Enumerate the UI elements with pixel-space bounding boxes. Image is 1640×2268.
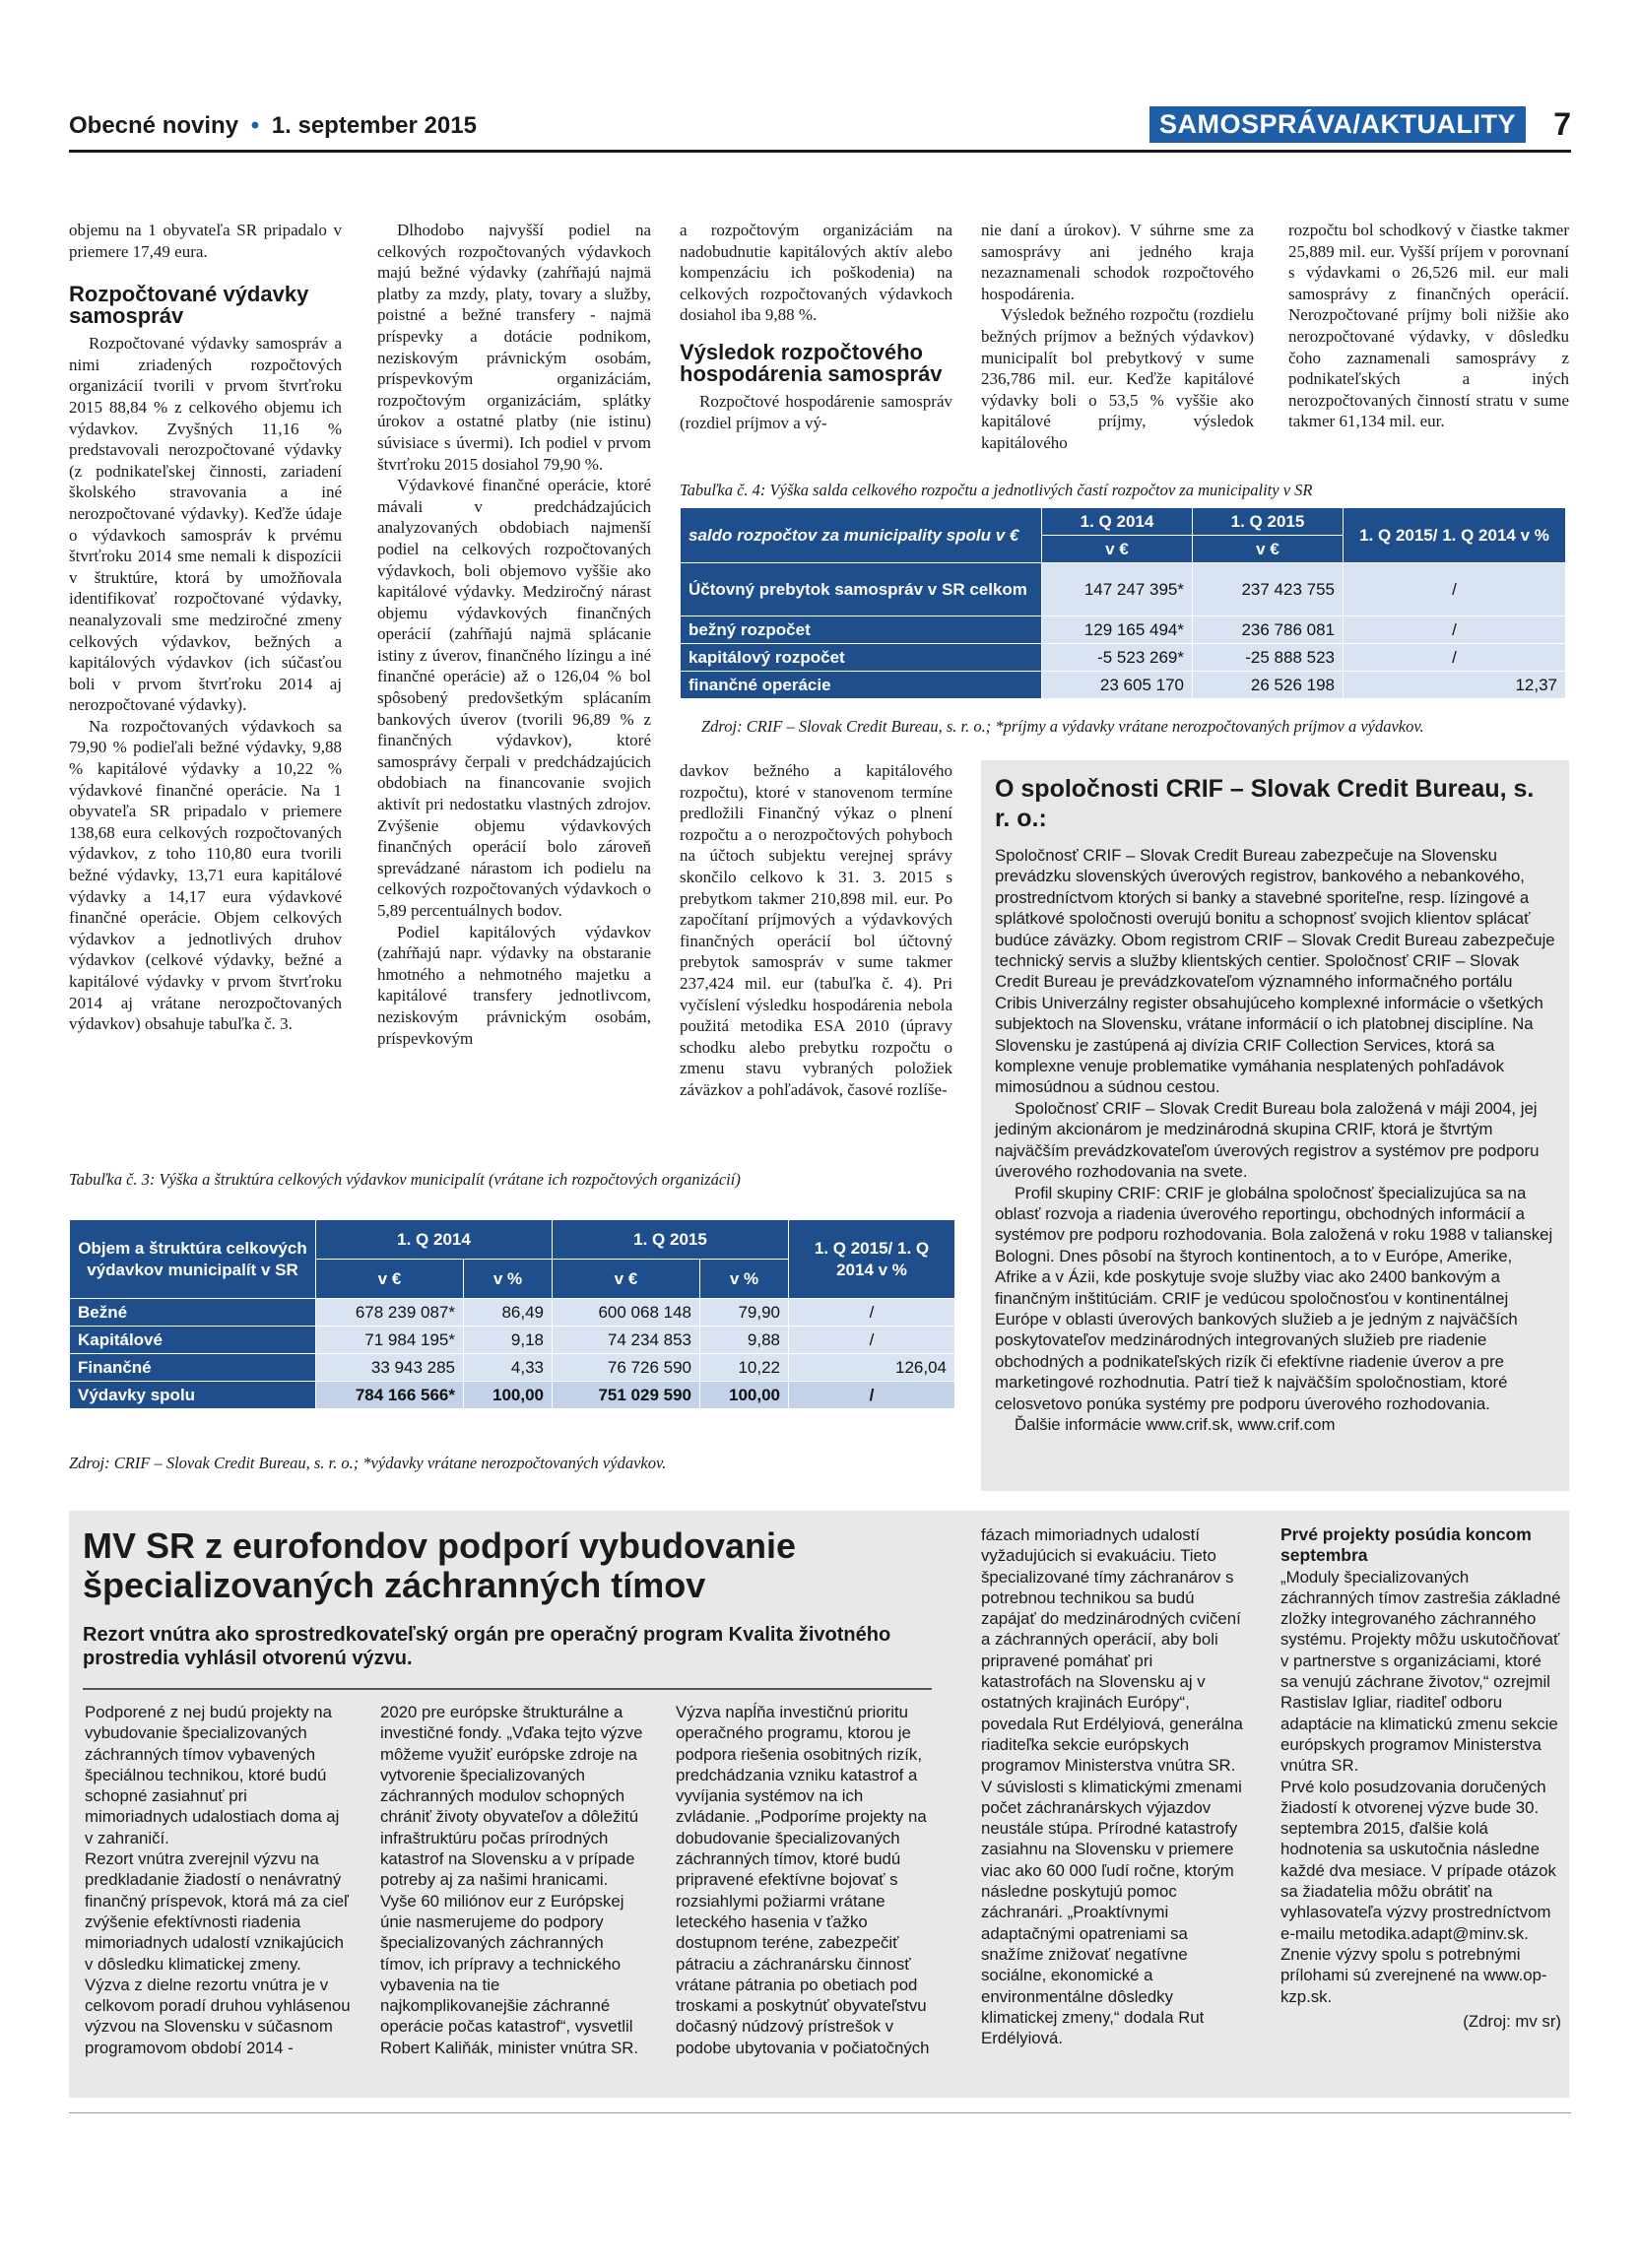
crif-links: Ďalšie informácie www.crif.sk, www.crif.com bbox=[1015, 1414, 1336, 1434]
paragraph: rozpočtu bol schodkový v čiastke takmer 25,889 mil. eur. Vyšší príjem v porovnaní s výdavkami o 26,526 mil. eur mali samosprávy z finančných operácií. Nerozpočtované príjmy boli nižšie ako nerozpočtované výdavky, v dôsledku čoho zaznamenali samosprávy z podnikateľských a iných nerozpočtovaných činností stratu v sume takmer 61,134 mil. eur. bbox=[1288, 221, 1569, 431]
table-row bbox=[70, 1299, 955, 1327]
table3-cell: 79,90 bbox=[700, 1299, 789, 1327]
table3-cell: 9,88 bbox=[700, 1327, 789, 1354]
table3-cell: 4,33 bbox=[464, 1354, 553, 1382]
column-3-middle bbox=[680, 760, 952, 1101]
table4-row-label: Účtovný prebytok samospráv v SR celkom bbox=[681, 563, 1042, 616]
column-1 bbox=[69, 220, 342, 1035]
paragraph: objemu na 1 obyvateľa SR pripadalo v priemere 17,49 eura. bbox=[69, 221, 342, 261]
table3-cell: 678 239 087* bbox=[316, 1299, 464, 1327]
table-row bbox=[681, 563, 1566, 616]
table3-header-unit: v % bbox=[464, 1260, 553, 1299]
table3-cell: 9,18 bbox=[464, 1327, 553, 1354]
table3-cell: 86,49 bbox=[464, 1299, 553, 1327]
paragraph: Na rozpočtovaných výdavkoch sa 79,90 % podieľali bežné výdavky, 9,88 % kapitálové výdavky a 10,22 % výdavkové finančné operácie. Na 1 obyvateľa SR pripadalo v priemere 138,68 eura celkových rozpočtovaných výdavkov, z toho 110,80 eura tvorili bežné výdavky, 13,71 eura kapitálové výdavky a 14,17 eura výdavkové finančné operácie. Objem celkových výdavkov a jednotlivých druhov výdavkov (celkové výdavky, bežné a kapitálové výdavky v prvom štvrťroku 2014 aj vrátane nerozpočtovaných výdavkov) obsahuje tabuľka č. 3. bbox=[69, 716, 342, 1034]
table4-source: Zdroj: CRIF – Slovak Credit Bureau, s. r. o.; *príjmy a výdavky vrátane nerozpočtovaných príjmov a výdavkov. bbox=[701, 717, 1424, 736]
table4-row-label: finančné operácie bbox=[681, 672, 1042, 699]
table3-cell: / bbox=[789, 1382, 955, 1409]
lead-rule bbox=[83, 1688, 932, 1690]
table4-caption: Tabuľka č. 4: Výška salda celkového rozpočtu a jednotlivých častí rozpočtov za municipality v SR bbox=[680, 481, 1313, 499]
table4-cell: -25 888 523 bbox=[1193, 644, 1344, 672]
table4-header-label: saldo rozpočtov za municipality spolu v € bbox=[681, 508, 1042, 563]
table3-row-label: Finančné bbox=[70, 1354, 316, 1382]
table4-cell: 237 423 755 bbox=[1193, 563, 1344, 616]
table3-header-unit: v € bbox=[316, 1260, 464, 1299]
table4-cell: -5 523 269* bbox=[1042, 644, 1193, 672]
footer-rule bbox=[69, 2112, 1571, 2113]
mv-column-1 bbox=[85, 1702, 351, 2058]
table4-header-unit: v € bbox=[1042, 536, 1193, 563]
table3-header-ratio: 1. Q 2015/ 1. Q 2014 v % bbox=[789, 1220, 955, 1299]
table-row bbox=[681, 644, 1566, 672]
table4-cell: 26 526 198 bbox=[1193, 672, 1344, 699]
table3-grid bbox=[69, 1219, 955, 1409]
table3-cell: 100,00 bbox=[700, 1382, 789, 1409]
crif-info-box bbox=[981, 760, 1569, 1491]
paragraph: nie daní a úrokov). V súhrne sme za samosprávy ani jedného kraja nezaznamenali schodok rozpočtového hospodárenia. bbox=[981, 221, 1254, 303]
mv-column-5 bbox=[1280, 1524, 1561, 2032]
paragraph: davkov bežného a kapitálového rozpočtu), ktoré v stanovenom termíne predložili Finančný výkaz o plnení rozpočtu a o nerozpočtových pohyboch na účtoch subjektu verejnej správy skončilo celkovo k 31. 3. 2015 s prebytkom takmer 210,898 mil. eur. Po započítaní príjmových a výdavkových finančných operácií bol účtovný prebytok samospráv v sume takmer 237,424 mil. eur (tabuľka č. 4). Pri vyčíslení výsledku hospodárenia nebola použitá metodika ESA 2010 (úpravy schodku alebo prebytku rozpočtu o zmenu stavu vybraných položiek záväzkov a pohľadávok, časové rozlíše- bbox=[680, 761, 952, 1099]
mv-column-4 bbox=[981, 1524, 1247, 2048]
table3-header-label: Objem a štruktúra celkových výdavkov municipalít v SR bbox=[70, 1220, 316, 1299]
paragraph: Spoločnosť CRIF – Slovak Credit Bureau bola založená v máji 2004, jej jediným akcionárom je medzinárodná skupina CRIF, ktorá je štvrtým najväčším prevádzkovateľom úverových registrov a systémov pre podporu úverového rozhodovania na svete. bbox=[995, 1098, 1540, 1182]
table3-cell: 600 068 148 bbox=[553, 1299, 700, 1327]
page-number: 7 bbox=[1553, 106, 1571, 142]
table3-cell: 100,00 bbox=[464, 1382, 553, 1409]
table3-cell: 751 029 590 bbox=[553, 1382, 700, 1409]
table3-cell: 10,22 bbox=[700, 1354, 789, 1382]
table-row bbox=[681, 672, 1566, 699]
paragraph: Rozpočtované výdavky samospráv a nimi zriadených rozpočtových organizácií tvorili v prvom štvrťroku 2015 88,84 % z celkového objemu ich výdavkov. Zvyšných 11,16 % predstavovali nerozpočtované výdavky (z podnikateľskej činnosti, zariadení školského stravovania a iné nerozpočtované výdavky). Keďže údaje o výdavkoch samospráv k prvému štvrťroku 2014 sme nemali k dispozícii v štruktúre, ktorá by umožňovala identifikovať rozpočtované výdavky, neanalyzovali sme medziročné zmeny celkových výdavkov, bežných a kapitálových výdavkov (ich súčasťou boli v prvom štvrťroku 2014 aj nerozpočtované výdavky). bbox=[69, 334, 342, 715]
paragraph: fázach mimoriadnych udalostí vyžadujúcich si evakuáciu. Tieto špecializované tímy záchranárov s potrebnou technikou sa budú zapájať do medzinárodných cvičení a záchranných operácií, aby boli pripravené pomáhať pri katastrofách na Slovensku aj v ostatných krajinách Európy“, povedala Rut Erdélyiová, generálna riaditeľka sekcie európskych programov Ministerstva vnútra SR. V súvislosti s klimatickými zmenami počet záchranárskych výjazdov neustále stúpa. Prírodné katastrofy zasiahnu na Slovensku v priemere viac ako 60 000 ľudí ročne, ktorým následne poskytujú pomoc záchranári. „Proaktívnymi adaptačnými opatreniami sa snažíme znižovať negatívne sociálne, ekonomické a environmentálne dôsledky klimatickej zmeny,“ dodala Rut Erdélyiová. bbox=[981, 1525, 1243, 2048]
table3-header-q15: 1. Q 2015 bbox=[553, 1220, 789, 1260]
table3-source: Zdroj: CRIF – Slovak Credit Bureau, s. r. o.; *výdavky vrátane nerozpočtovaných výdavkov. bbox=[69, 1454, 667, 1472]
table3-header-q14: 1. Q 2014 bbox=[316, 1220, 553, 1260]
table-row bbox=[70, 1382, 955, 1409]
table4-row-label: bežný rozpočet bbox=[681, 616, 1042, 644]
mv-source: (Zdroj: mv sr) bbox=[1463, 2011, 1561, 2031]
table4-header-ratio: 1. Q 2015/ 1. Q 2014 v % bbox=[1344, 508, 1566, 563]
table3-row-label: Kapitálové bbox=[70, 1327, 316, 1354]
column-5 bbox=[1288, 220, 1569, 432]
table-row bbox=[70, 1327, 955, 1354]
paragraph: Výsledok bežného rozpočtu (rozdielu bežných príjmov a bežných výdavkov) municipalít bol prebytkový v sume 236,786 mil. eur. Keďže kapitálové výdavky boli o 53,5 % vyššie ako kapitálové príjmy, výsledok kapitálového bbox=[981, 305, 1254, 452]
crif-box-title: O spoločnosti CRIF – Slovak Credit Bureau, s. r. o.: bbox=[995, 775, 1535, 832]
table3-cell: / bbox=[789, 1299, 955, 1327]
paragraph: Rozpočtové hospodárenie samospráv (rozdiel príjmov a vý- bbox=[680, 391, 952, 432]
table4 bbox=[680, 507, 1566, 699]
paragraph: Podiel kapitálových výdavkov (zahŕňajú napr. výdavky na obstaranie hmotného a nehmotného majetku a kapitálové transfery jednotlivcom, neziskovým právnickým osobám, príspevkovým bbox=[377, 922, 651, 1048]
paragraph: Profil skupiny CRIF: CRIF je globálna spoločnosť špecializujúca sa na oblasť rozvoja a riadenia úverového reportingu, obchodných informácií a systémov pre podporu rozhodovania. Bola založená v roku 1988 v talianskej Bologni. Dnes pôsobí na štyroch kontinentoch, a to v Európe, Amerike, Afrike a v Ázii, kde poskytuje svoje služby viac ako 2400 bankovým a finančným inštitúciám. CRIF je vedúcou spoločnosťou v kontinentálnej Európe v oblasti úverových bankových služieb a je jedným z najväčších poskytovateľov medzinárodných integrovaných služieb pre riadenie obchodných a podnikateľských rizík či efektívne riadenie úverov a pre marketingové rozhodnutia. Patrí tiež k najväčším spoločnostiam, ktoré celosvetovo ponúka systémy pre podporu úverového rozhodovania. bbox=[995, 1183, 1553, 1413]
bullet-separator: • bbox=[250, 112, 260, 139]
table4-cell: 23 605 170 bbox=[1042, 672, 1193, 699]
table3-cell: 76 726 590 bbox=[553, 1354, 700, 1382]
mv-article-lead: Rezort vnútra ako sprostredkovateľský orgán pre operačný program Kvalita životného prostredia vyhlásil otvorenú výzvu. bbox=[83, 1624, 891, 1669]
table-row bbox=[70, 1354, 955, 1382]
table4-cell: 12,37 bbox=[1344, 672, 1566, 699]
table4-cell: / bbox=[1344, 563, 1566, 616]
table3-cell: 71 984 195* bbox=[316, 1327, 464, 1354]
issue-date: 1. september 2015 bbox=[271, 112, 477, 139]
table4-cell: 236 786 081 bbox=[1193, 616, 1344, 644]
table4-header-unit: v € bbox=[1193, 536, 1344, 563]
page-header bbox=[69, 106, 1571, 150]
mv-article-title: MV SR z eurofondov podporí vybudovanie špecializovaných záchranných tímov bbox=[83, 1525, 797, 1605]
table4-cell: / bbox=[1344, 616, 1566, 644]
table3-header-unit: v € bbox=[553, 1260, 700, 1299]
subheading: Rozpočtované výdavky samospráv bbox=[69, 282, 309, 329]
paragraph: Výzva napĺňa investičnú prioritu operačného programu, ktorou je podpora riešenia osobitných rizík, predchádzania vzniku katastrof a vyvíjania systémov na ich zvládanie. „Podporíme projekty na dobudovanie špecializovaných záchranných tímov, ktoré budú pripravené efektívne bojovať s rozsiahlymi požiarmi vrátane leteckého hasenia v ťažko dostupnom teréne, zabezpečiť pátraciu a záchranársku činnosť vrátane pátrania po obetiach pod troskami a poskytnúť obyvateľstvu dočasný núdzový prístrešok v podobe ubytovania v počiatočných bbox=[676, 1703, 930, 2057]
table3-header-unit: v % bbox=[700, 1260, 789, 1299]
table3-cell: 126,04 bbox=[789, 1354, 955, 1382]
paragraph: 2020 pre európske štrukturálne a investičné fondy. „Vďaka tejto výzve môžeme využiť európske zdroje na vytvorenie špecializovaných záchranných modulov schopných chrániť životy obyvateľov a dôležitú infraštruktúru počas prírodných katastrof na Slovensku a v prípade potreby aj za našimi hranicami. Vyše 60 miliónov eur z Európskej únie nasmerujeme do podpory špecializovaných záchranných tímov, ich prípravy a technického vybavenia na tie najkomplikovanejšie záchranné operácie počas katastrof“, vysvetlil Robert Kaliňák, minister vnútra SR. bbox=[380, 1703, 643, 2057]
mv-column-2 bbox=[380, 1702, 646, 2058]
table-row bbox=[681, 616, 1566, 644]
masthead bbox=[69, 112, 477, 140]
table3-caption: Tabuľka č. 3: Výška a štruktúra celkových výdavkov municipalít (vrátane ich rozpočtových organizácií) bbox=[69, 1170, 741, 1189]
subheading: Výsledok rozpočtového hospodárenia samospráv bbox=[680, 339, 943, 386]
table4-header-q15: 1. Q 2015 bbox=[1193, 508, 1344, 536]
table3-cell: 784 166 566* bbox=[316, 1382, 464, 1409]
paragraph: Spoločnosť CRIF – Slovak Credit Bureau zabezpečuje na Slovensku prevádzku slovenských úverových registrov, bankového a nebankového, prostredníctvom ktorých si banky a stavebné sporiteľne, resp. lízingové a splátkové spoločnosti overujú bonitu a schopnosť svojich klientov splácať budúce záväzky. Obom registrom CRIF – Slovak Credit Bureau zabezpečuje technický servis a služby klientských centier. Spoločnosť CRIF – Slovak Credit Bureau je prevádzkovateľom významného informačného portálu Cribis Univerzálny register obsahujúceho komplexné informácie o všetkých subjektoch na Slovensku, vrátane informácií o ich platobnej disciplíne. Na Slovensku je zastúpená aj divízia CRIF Collection Services, ktorá sa komplexne venuje problematike vymáhania nesplatených pohľadávok mimosúdnou a súdnou cestou. bbox=[995, 846, 1555, 1097]
mv-subheading: Prvé projekty posúdia koncom septembra bbox=[1280, 1524, 1532, 1566]
paragraph: Podporené z nej budú projekty na vybudovanie špecializovaných záchranných tímov vybavených špeciálnou technikou, ktoré budú schopné zasiahnuť pri mimoriadnych udalostiach doma aj v zahraničí. bbox=[85, 1703, 340, 1847]
mv-column-3 bbox=[676, 1702, 942, 2058]
paragraph: Dlhodobo najvyšší podiel na celkových rozpočtovaných výdavkoch majú bežné výdavky (zahŕňajú najmä platby za mzdy, platy, tovary a služby, poistné a bežné transfery - najmä príspevky a dotácie podnikom, neziskovým právnickým osobám, príspevkovým organizáciám, rozpočtovým organizáciám, splátky úrokov a ostatné platby (nie istinu) súvisiace s úvermi). Ich podiel v prvom štvrťroku 2015 dosiahol 79,90 %. bbox=[377, 221, 651, 474]
table3-cell: 74 234 853 bbox=[553, 1327, 700, 1354]
paragraph: a rozpočtovým organizáciám na nadobudnutie kapitálových aktív alebo kompenzáciu ich poškodenia) na celkových rozpočtovaných výdavkoch dosiahol iba 9,88 %. bbox=[680, 221, 952, 325]
table3-row-label: Bežné bbox=[70, 1299, 316, 1327]
table3-row-label: Výdavky spolu bbox=[70, 1382, 316, 1409]
column-4 bbox=[981, 220, 1254, 454]
table4-cell: 129 165 494* bbox=[1042, 616, 1193, 644]
table3 bbox=[69, 1219, 955, 1409]
column-3-top bbox=[680, 220, 952, 433]
column-2 bbox=[377, 220, 651, 1049]
table4-row-label: kapitálový rozpočet bbox=[681, 644, 1042, 672]
paragraph: Prvé kolo posudzovania doručených žiadostí k otvorenej výzve bude 30. septembra 2015, ďalšie kolá hodnotenia sa uskutočnia následne každé dva mesiace. V prípade otázok sa žiadatelia môžu obrátiť na vyhlasovateľa výzvy prostredníctvom e-mailu metodika.adapt@minv.sk. Znenie výzvy spolu s potrebnými prílohami sú zverejnené na www.op-kzp.sk. bbox=[1280, 1777, 1556, 2006]
section-label: SAMOSPRÁVA/AKTUALITY bbox=[1149, 106, 1526, 143]
table3-cell: 33 943 285 bbox=[316, 1354, 464, 1382]
table3-cell: / bbox=[789, 1327, 955, 1354]
paragraph: „Moduly špecializovaných záchranných tímov zastrešia základné zložky integrovaného záchranného systému. Projekty môžu uskutočňovať v partnerstve s organizáciami, ktoré sa venujú záchrane životov,“ ozrejmil Rastislav Igliar, riaditeľ odboru adaptácie na klimatickú zmenu sekcie európskych programov Ministerstva vnútra SR. bbox=[1280, 1567, 1561, 1776]
paragraph: Rezort vnútra zverejnil výzvu na predkladanie žiadostí o nenávratný finančný príspevok, ktorá má za cieľ zvýšenie efektívnosti riadenia mimoriadnych udalostí vznikajúcich v dôsledku klimatickej zmeny. Výzva z dielne rezortu vnútra je v celkovom poradí druhou vyhlásenou výzvou na Slovensku v súčasnom programovom období 2014 - bbox=[85, 1849, 351, 2057]
paragraph: Výdavkové finančné operácie, ktoré mávali v predchádzajúcich analyzovaných obdobiach najmenší podiel na celkových rozpočtovaných výdavkoch, boli objemovo vyššie ako kapitálové výdavky. Medziročný nárast objemu výdavkových finančných operácií (zahŕňajú najmä splácanie istiny z úverov, finančného lízingu a iné finančné operácie) až o 126,04 % bol spôsobený predovšetkým splácaním bankových úverov (tvorili 96,89 % z finančných výdavkov), ktoré samosprávy čerpali v predchádzajúcich obdobiach na financovanie svojich aktivít pri nedostatku vlastných zdrojov. Zvýšenie objemu výdavkových finančných operácií bolo zároveň sprevádzané nárastom ich podielu na celkových rozpočtovaných výdavkoch o 5,89 percentuálnych bodov. bbox=[377, 476, 651, 920]
table4-header-q14: 1. Q 2014 bbox=[1042, 508, 1193, 536]
paper-name: Obecné noviny bbox=[69, 112, 239, 139]
header-rule bbox=[69, 150, 1571, 153]
table4-grid bbox=[680, 507, 1566, 699]
table4-cell: / bbox=[1344, 644, 1566, 672]
table4-cell: 147 247 395* bbox=[1042, 563, 1193, 616]
